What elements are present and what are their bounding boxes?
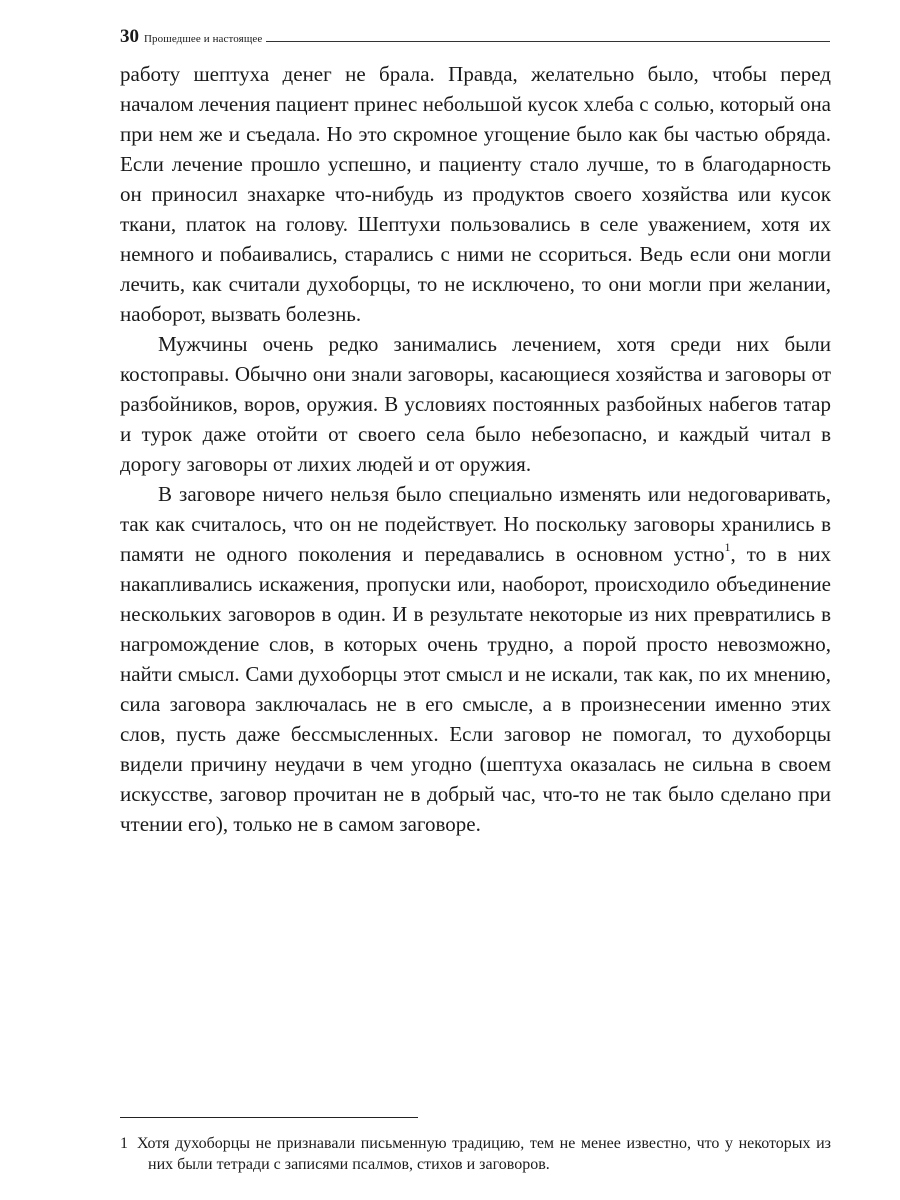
- running-head: [120, 26, 830, 48]
- paragraph-2: Мужчины очень редко занимались лечением, хотя среди них были костоправы. Обычно они знали заговоры, касающиеся хозяйства и заговоры от разбойников, воров, оружия. В условиях постоянных разбойных набегов татар и турок даже отойти от своего села было небезопасно, и каждый читал в дорогу заговоры от лихих людей и от оружия.: [120, 332, 831, 476]
- paragraph-1: работу шептуха денег не брала. Правда, желательно было, чтобы перед началом лечения пациент принес небольшой кусок хлеба с солью, который она при нем же и съедала. Но это скромное угощение было как бы частью обряда. Если лечение прошло успешно, и пациенту стало лучше, то в благодарность он приносил знахарке что-нибудь из продуктов своего хозяйства или кусок ткани, платок на голову. Шептухи пользовались в селе уважением, хотя их немного и побаивались, старались с ними не ссориться. Ведь если они могли лечить, как считали духоборцы, то не исключено, то они могли при желании, наоборот, вызвать болезнь.: [120, 62, 831, 326]
- body-text: [120, 59, 831, 839]
- footnote-text: Хотя духоборцы не признавали письменную традицию, тем не менее известно, что у некоторых из них были тетради с записями псалмов, стихов и заговоров.: [137, 1135, 831, 1173]
- page-number: 30: [120, 26, 139, 47]
- footnote-reference[interactable]: 1: [724, 540, 731, 554]
- footnote-rule: [120, 1117, 418, 1118]
- section-title: Прошедшее и настоящее: [144, 33, 263, 45]
- paragraph-3-text-before-ref: В заговоре ничего нельзя было специально изменять или недоговаривать, так как считалось, что он не подействует. Но поскольку заговоры хранились в памяти не одного поколения и передавались в основном устно: [120, 482, 831, 566]
- paragraph-3: [120, 479, 831, 839]
- footnote: [120, 1133, 831, 1175]
- paragraph-3-text-after-ref: , то в них накапливались искажения, пропуски или, наоборот, происходило объединение нескольких заговоров в один. И в результате некоторые из них превратились в нагромождение слов, в которых очень трудно, а порой просто невозможно, найти смысл. Сами духоборцы этот смысл и не искали, так как, по их мнению, сила заговора заключалась не в его смысле, а в произнесении именно этих слов, пусть даже бессмысленных. Если заговор не помогал, то духоборцы видели причину неудачи в чем угодно (шептуха оказалась не сильна в своем искусстве, заговор прочитан не в добрый час, что-то не так было сделано при чтении его), только не в самом заговоре.: [120, 542, 831, 836]
- header-rule: [266, 41, 830, 42]
- footnote-number: 1: [120, 1135, 128, 1152]
